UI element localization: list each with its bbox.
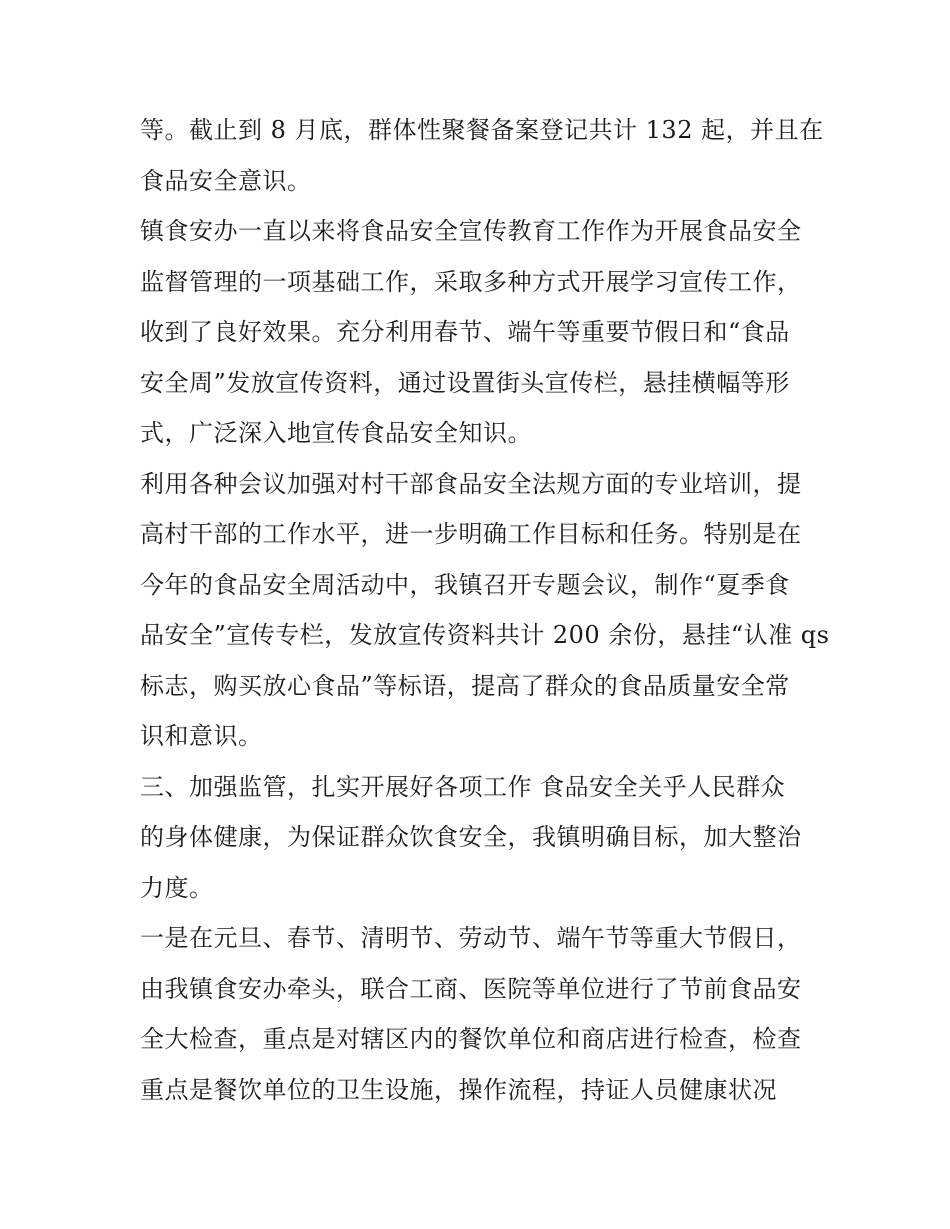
text-line: 镇食安办一直以来将食品安全宣传教育工作作为开展食品安全 (140, 217, 802, 245)
body-text (140, 105, 830, 1115)
text-line: 重点是餐饮单位的卫生设施，操作流程，持证人员健康状况 (140, 1075, 777, 1104)
text-line: 安全周”发放宣传资料，通过设置街头宣传栏，悬挂横幅等形 (140, 368, 790, 397)
text-line: 识和意识。 (140, 722, 263, 750)
text-line: 利用各种会议加强对村干部食品安全法规方面的专业培训，提 (140, 469, 802, 498)
text-line: 今年的食品安全周活动中，我镇召开专题会议，制作“夏季食 (140, 570, 790, 599)
text-line: 由我镇食安办牵头，联合工商、医院等单位进行了节前食品安 (140, 974, 802, 1003)
text-line: 的身体健康，为保证群众饮食安全，我镇明确目标，加大整治 (140, 823, 802, 851)
text-line: 收到了良好效果。充分利用春节、端午等重要节假日和“食品 (140, 318, 790, 346)
text-line: 监督管理的一项基础工作，采取多种方式开展学习宣传工作， (140, 267, 802, 296)
text-line: 高村干部的工作水平，进一步明确工作目标和任务。特别是在 (140, 520, 802, 548)
text-line: 一是在元旦、春节、清明节、劳动节、端午节等重大节假日， (140, 924, 802, 952)
text-line: 全大检查，重点是对辖区内的餐饮单位和商店进行检查，检查 (140, 1025, 802, 1053)
text-line: 等。截止到 8 月底，群体性聚餐备案登记共计 132 起，并且在 (140, 116, 824, 144)
text-line: 三、加强监管，扎实开展好各项工作 食品安全关乎人民群众 (140, 772, 786, 801)
text-line: 标志，购买放心食品”等标语，提高了群众的食品质量安全常 (140, 671, 790, 700)
text-line: 力度。 (140, 873, 214, 902)
text-line: 式，广泛深入地宣传食品安全知识。 (140, 419, 532, 447)
text-line: 品安全”宣传专栏，发放宣传资料共计 200 余份，悬挂“认准 qs (140, 621, 830, 649)
text-line: 食品安全意识。 (140, 166, 312, 195)
